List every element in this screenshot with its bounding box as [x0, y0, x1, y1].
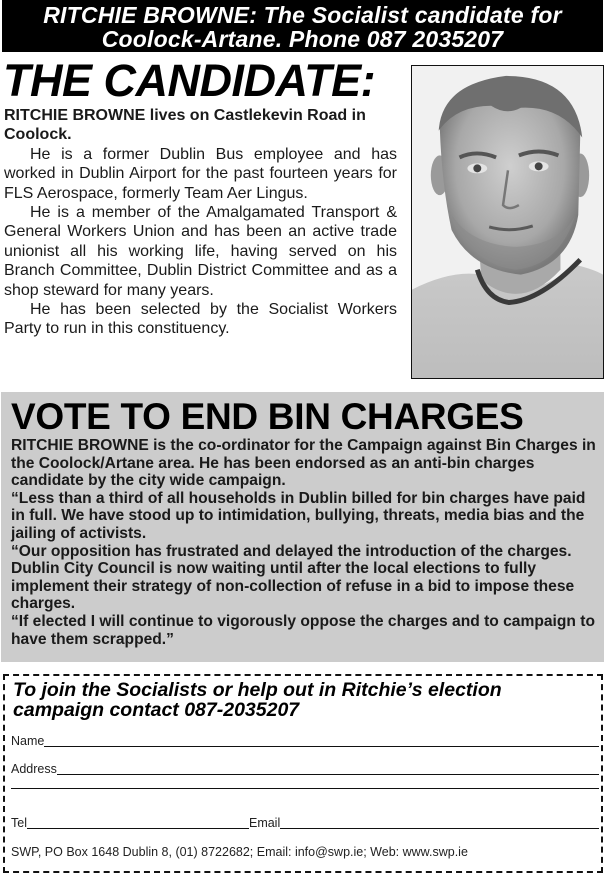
bin-charges-quote: “Less than a third of all households in Dublin billed for bin charges have paid in full. We have stood up to intimidation, bullying, threats, media bias and the jailing of activists.: [11, 489, 586, 542]
bin-charges-paragraph: RITCHIE BROWNE is the co-ordinator for the Campaign against Bin Charges in the Coolock/Artane area. He has been endorsed as an anti-bin charges candidate by the city wide campaign.: [11, 437, 596, 490]
portrait-icon: [412, 66, 603, 378]
bin-charges-body: [11, 437, 601, 648]
name-field[interactable]: [11, 734, 599, 748]
candidate-bio: [4, 106, 397, 339]
address-field[interactable]: [11, 762, 599, 776]
tel-input-line[interactable]: [27, 828, 249, 829]
bin-charges-section: [1, 392, 604, 662]
header-line-1: RITCHIE BROWNE: The Socialist candidate for: [43, 2, 562, 28]
contact-form-coupon: [3, 674, 603, 873]
candidate-paragraph: He has been selected by the Socialist Workers Party to run in this constituency.: [4, 301, 397, 338]
contact-heading: To join the Socialists or help out in Ritchie’s election campaign contact 087-2035207: [13, 679, 502, 721]
bin-charges-quote: “If elected I will continue to vigorously oppose the charges and to campaign to have them scrapped.”: [11, 612, 595, 648]
candidate-photo: [411, 65, 604, 379]
header-line-2: Coolock-Artane. Phone 087 2035207: [101, 26, 504, 52]
email-label: Email: [248, 816, 281, 830]
address-label: Address: [11, 762, 57, 776]
address-field-line-2[interactable]: [11, 788, 599, 790]
tel-email-row: [11, 816, 599, 830]
header-banner: [2, 0, 603, 52]
tel-label: Tel: [11, 816, 27, 830]
email-input-line[interactable]: [280, 828, 599, 829]
name-input-line[interactable]: [44, 746, 599, 747]
bin-charges-heading: VOTE TO END BIN CHARGES: [11, 396, 524, 437]
address-input-line-2[interactable]: [11, 788, 599, 789]
swp-contact-footer: SWP, PO Box 1648 Dublin 8, (01) 8722682; Email: info@swp.ie; Web: www.swp.ie: [11, 845, 468, 859]
candidate-paragraph: He is a member of the Amalgamated Transport & General Workers Union and has been an active trade unionist all his working life, having served on his Branch Committee, Dublin District Committee and as a shop steward for many years.: [4, 204, 397, 299]
name-label: Name: [11, 734, 45, 748]
candidate-paragraph: He is a former Dublin Bus employee and has worked in Dublin Airport for the past fourteen years for FLS Aerospace, formerly Team Aer Lingus.: [4, 145, 397, 202]
candidate-lead: RITCHIE BROWNE lives on Castlekevin Road in Coolock.: [4, 107, 366, 144]
bin-charges-quote: “Our opposition has frustrated and delayed the introduction of the charges. Dublin City Council is now waiting until after the local elections to fully implement their strategy of non-collection of refuse in a bid to impose these charges.: [11, 542, 575, 613]
address-input-line[interactable]: [57, 774, 599, 775]
candidate-heading: THE CANDIDATE:: [3, 55, 376, 106]
